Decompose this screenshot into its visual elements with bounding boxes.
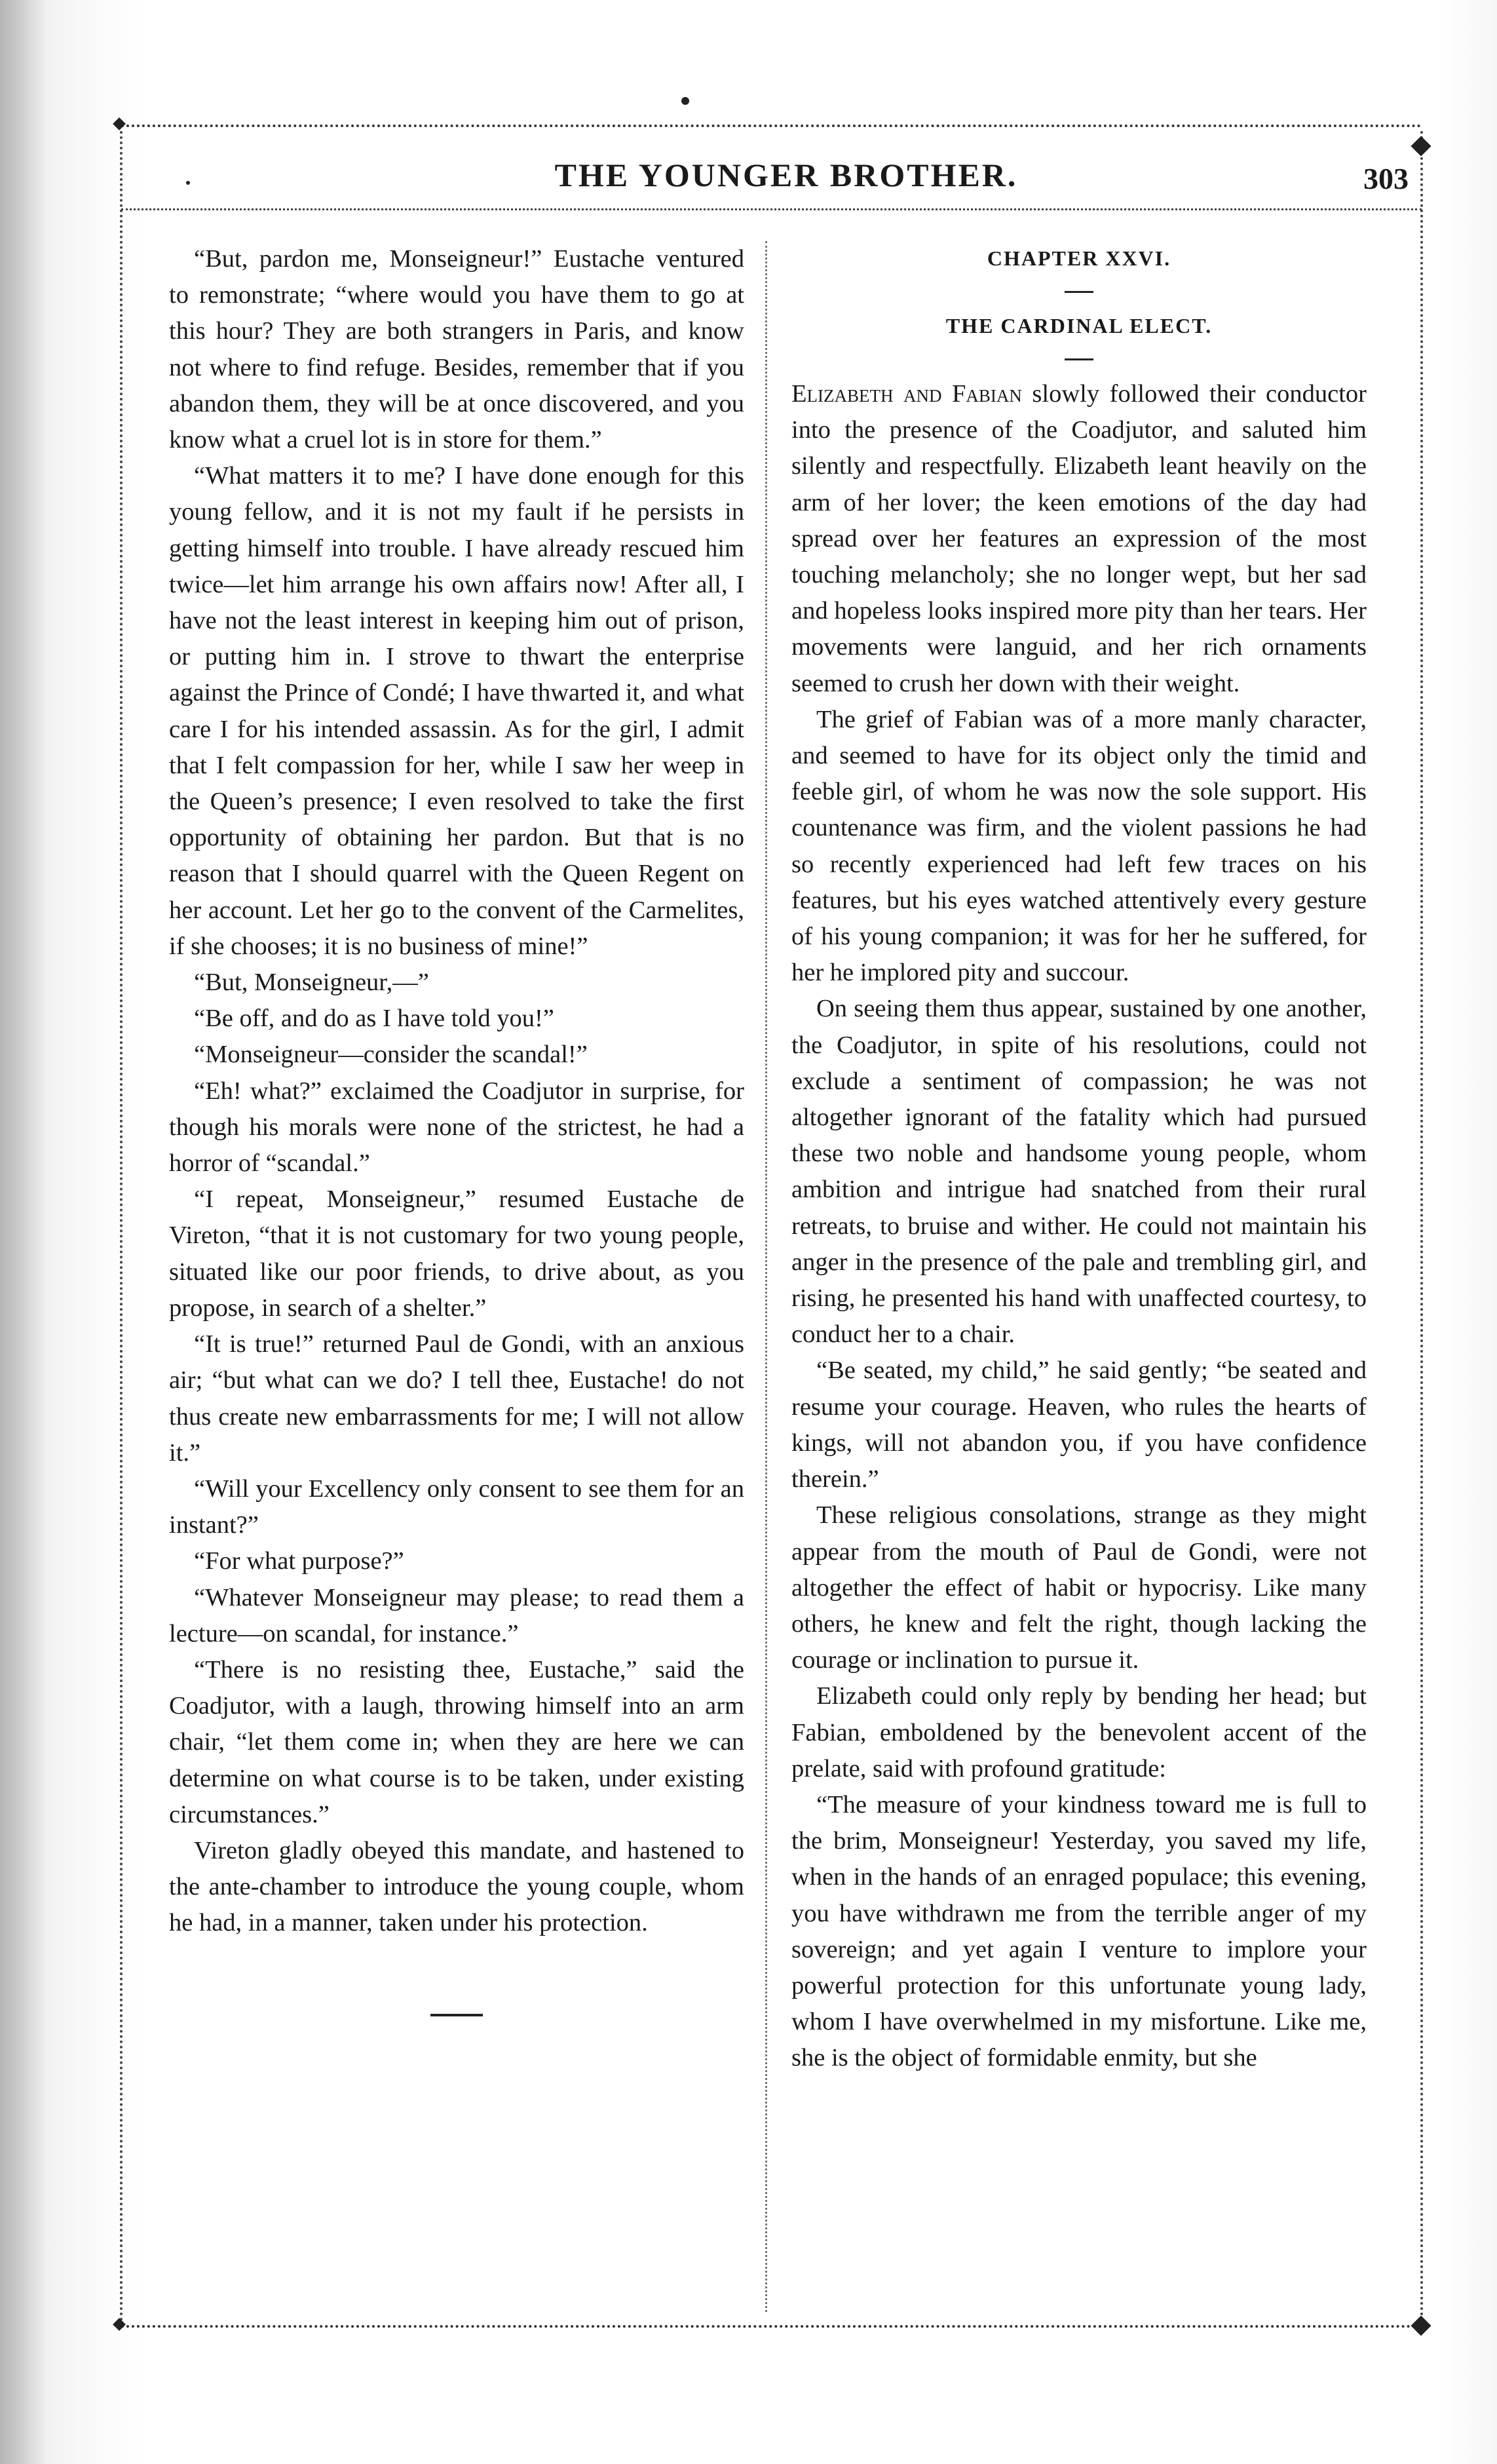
paragraph: “Monseigneur—consider the scandal!” — [194, 1041, 588, 1069]
corner-ornament — [1411, 136, 1431, 156]
paragraph: “Whatever Monseigneur may please; to read them a lecture—on scandal, for instance.” — [169, 1583, 744, 1647]
bottom-ornamental-rule — [121, 2325, 1422, 2334]
paragraph: “It is true!” returned Paul de Gondi, with an anxious air; “but what can we do? I tell thee, Eustache! do not thus create new embarrassments for me; I will not allow it.” — [169, 1330, 744, 1467]
chapter-dash — [1065, 358, 1093, 360]
paragraph: “But, pardon me, Monseigneur!” Eustache ventured to remonstrate; “where would you have them to go at this hour? They are both strangers in Paris, and know not where to find refuge. Besides, remember that if you abandon them, they will be at once discovered, and you know what a cruel lot is in store for them.” — [169, 245, 744, 454]
ink-speck — [681, 97, 689, 105]
paragraph: “Be seated, my child,” he said gently; “be seated and resume your courage. Heaven, who rules the hearts of kings, will not abandon you, if you have confidence therein.” — [791, 1357, 1367, 1493]
paragraph: “Will your Excellency only consent to see them for an instant?” — [169, 1474, 744, 1539]
paragraph: “But, Monseigneur,—” — [194, 969, 429, 997]
section-end-rule — [430, 2014, 483, 2016]
paragraph: The grief of Fabian was of a more manly character, and seemed to have for its object only the timid and feeble girl, of whom he was now the sole support. His countenance was firm, and the violent passions he had so recently experienced had left few traces on his features, but his eyes watched attentively every gesture of his young companion; it was for her he suffered, for her he implored pity and succour. — [791, 705, 1367, 987]
paragraph: “What matters it to me? I have done enough for this young fellow, and it is not my fault if he persists in getting himself into trouble. I have already rescued him twice—let him arrange his own affairs now! After all, I have not the least interest in keeping him out of prison, or putting him in. I strove to thwart the enterprise against the Prince of Condé; I have thwarted it, and what care I for his intended assassin. As for the girl, I admit that I felt compassion for her, while I saw her weep in the Queen’s presence; I even resolved to take the first opportunity of obtaining her pardon. But that is no reason that I should quarrel with the Queen Regent on her account. Let her go to the convent of the Carmelites, if she chooses; it is no business of mine!” — [169, 462, 744, 960]
paragraph: “The measure of your kindness toward me is full to the brim, Monseigneur! Yesterday, you saved my life, when in the hands of an enraged populace; this evening, you have withdrawn me from the terrible anger of my sovereign; and yet again I venture to implore your powerful protection for this unfortunate young lady, whom I have overwhelmed in my misfortune. Like me, she is the object of formidable enmity, but she — [791, 1790, 1367, 2072]
paragraph: These religious consolations, strange as they might appear from the mouth of Paul de Gondi, were not altogether the effect of habit or hypocrisy. Like many others, he knew and felt the right, though lacking the courage or inclination to pursue it. — [791, 1501, 1367, 1674]
chapter-dash — [1065, 291, 1093, 293]
chapter-title: CHAPTER XXVI. — [987, 246, 1171, 270]
page-number: 303 — [1363, 162, 1409, 195]
right-column — [791, 241, 1367, 2077]
top-ornamental-rule — [121, 125, 1422, 134]
left-column — [169, 241, 744, 2016]
paragraph: “Be off, and do as I have told you!” — [194, 1005, 554, 1033]
paragraph-text: slowly followed their conductor into the presence of the Coadjutor, and saluted him silently and respectfully. Elizabeth leant heavily on the arm of her lover; the keen emotions of the day had spread over her features an expression of the most touching melancholy; she no longer wept, but her sad and hopeless looks inspired more pity than her tears. Her movements were languid, and her rich ornaments seemed to crush her down with their weight. — [791, 380, 1367, 697]
left-border — [120, 131, 123, 2323]
paragraph: “There is no resisting thee, Eustache,” said the Coadjutor, with a laugh, throwing himself into an arm chair, “let them come in; when they are here we can determine on what course is to be taken, under existing circumstances.” — [169, 1655, 744, 1828]
running-head: THE YOUNGER BROTHER. — [554, 157, 1018, 193]
ink-speck — [186, 181, 190, 185]
header-rule — [121, 208, 1422, 214]
opening-paragraph — [791, 376, 1367, 702]
lead-words: Elizabeth and Fabian — [791, 380, 1022, 408]
chapter-subtitle: THE CARDINAL ELECT. — [945, 314, 1213, 337]
right-border — [1420, 131, 1423, 2323]
paragraph: “Eh! what?” exclaimed the Coadjutor in surprise, for though his morals were none of the strictest, he had a horror of “scandal.” — [169, 1077, 744, 1178]
column-divider — [765, 241, 767, 2312]
binding-shadow — [0, 0, 46, 2464]
paragraph: Elizabeth could only reply by bending her head; but Fabian, emboldened by the benevolent accent of the prelate, said with profound gratitude: — [791, 1682, 1367, 1782]
paragraph: “For what purpose?” — [194, 1547, 404, 1575]
paragraph: On seeing them thus appear, sustained by one another, the Coadjutor, in spite of his resolutions, could not exclude a sentiment of compassion; he was not altogether ignorant of the fatality which had pursued these two noble and handsome young people, whom ambition and intrigue had snatched from their rural retreats, to bruise and wither. He could not maintain his anger in the presence of the pale and trembling girl, and rising, he presented his hand with unaffected courtesy, to conduct her to a chair. — [791, 995, 1367, 1349]
paragraph: Vireton gladly obeyed this mandate, and hastened to the ante-chamber to introduce the young couple, whom he had, in a manner, taken under his protection. — [169, 1836, 744, 1937]
paragraph: “I repeat, Monseigneur,” resumed Eustache de Vireton, “that it is not customary for two young people, situated like our poor friends, to drive about, as you propose, in search of a shelter.” — [169, 1185, 744, 1322]
